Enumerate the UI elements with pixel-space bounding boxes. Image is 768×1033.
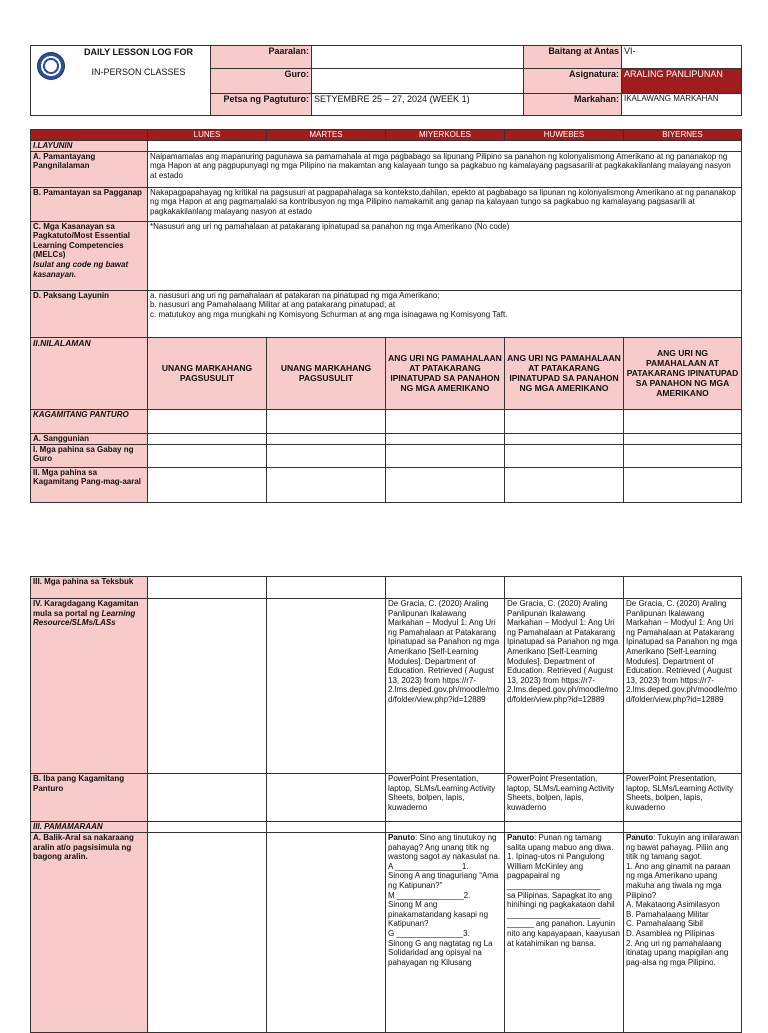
panuto-text: : Tukuyin ang inilarawan ng bawat pahayag. Piliin ang titik ng tamang sagot. [626,833,739,862]
question-blank: M _______________2. [388,890,471,900]
nilalaman-huwebes: ANG URI NG PAMAHALAAN AT PATAKARANG IPINATUPAD SA PANAHON NG MGA AMERIKANO [505,337,624,409]
cell [267,833,386,1033]
header-title-line2: IN-PERSON CLASSES [91,67,186,77]
day-header-empty [31,130,148,141]
cell [624,577,742,599]
cell [386,409,505,433]
paksang-layunin-label: D. Paksang Layunin [31,290,148,337]
cell [505,467,624,502]
balik-aral-huwebes [505,833,624,1033]
cell [505,409,624,433]
cell [148,599,267,774]
karagdagang-kagamitan-cell [31,599,148,774]
kagamitang-pang-mag-aaral-label: II. Mga pahina sa Kagamitang Pang-mag-aaral [31,467,148,502]
cell [148,409,267,433]
melc-label-cell [31,221,148,290]
lesson-log-table-page2 [30,576,742,1033]
panuto-text: : Sino ang tinutukoy ng pahayag? Ang unang titik ng wastong sagot ay nakasulat na. [388,833,501,862]
cell [386,577,505,599]
teksbuk-label: III. Mga pahina sa Teksbuk [31,577,148,599]
gabay-ng-guro-label: I. Mga pahina sa Gabay ng Guro [31,444,148,467]
karagdagang-kagamitan-label: IV. Karagdagang Kagamitan mula sa portal ng [33,599,139,618]
cell [505,577,624,599]
lesson-log-table [30,129,742,503]
sanggunian-label: A. Sanggunian [31,433,148,444]
pamantayang-pangnilalaman-label: A. Pamantayang Pangnilalaman [31,151,148,187]
question-text: 2. Ang uri ng pamahalaang itinatag upang mapigilan ang pag-alsa ng mga Pilipino. [626,938,729,967]
choice-d: D. Asamblea ng Pilipinas [626,928,715,938]
question-text: ______ ang panahon. Layunin nito ang kapayapaan, kaayusan at katahimikan ng bansa. [507,919,620,948]
baitang-label: Baitang at Antas [524,46,622,69]
pamamaraan-heading: III. PAMAMARAAN [31,822,148,833]
melc-label-italic: Isulat ang code ng bawat kasanayan. [33,259,129,279]
pamantayan-sa-pagganap-label: B. Pamantayan sa Pagganap [31,187,148,221]
asignatura-value: ARALING PANLIPUNAN [622,69,742,94]
cell [148,433,267,444]
petsa-label: Petsa ng Pagtuturo: [211,94,312,116]
cell [148,774,267,822]
paksang-layunin-b: b. nasusuri ang Pamahalaang Militar at ang patakarang pinatupad; at [150,300,396,310]
cell [624,467,742,502]
iba-pang-kagamitan-biyernes: PowerPoint Presentation, laptop, SLMs/Learning Activity Sheets, bolpen, lapis, kuwaderno [624,774,742,822]
iba-pang-kagamitan-huwebes: PowerPoint Presentation, laptop, SLMs/Learning Activity Sheets, bolpen, lapis, kuwaderno [505,774,624,822]
cell [267,599,386,774]
pamantayang-pangnilalaman-text: Naipamamalas ang mapanuring pagunawa sa pamamahala at mga pagbabago sa lipunang Pilipino sa panahon ng kolonyalismong Amerikano at ng pananakop ng mga Hapon at ang pagpupunyagi ng mga Pilipino na makamtan ang kalayaan tungo sa pagkabuo ng kamalayang pagsasarili at pagkakakilanlang malayang nasyon at estado [148,151,742,187]
question-blank: G _______________3. [388,928,470,938]
panuto-label: Panuto [388,833,416,842]
paksang-layunin-c: c. matutukoy ang mga mungkahi ng Komisyong Schurman at ang mga isinagawa ng Komisyong Taft. [150,309,508,319]
question-text: 1. Ipinag-utos ni Pangulong William McKinley ang pagpapairal ng [507,852,605,881]
nilalaman-miyerkoles: ANG URI NG PAMAHALAAN AT PATAKARANG IPINATUPAD SA PANAHON NG MGA AMERIKANO [386,337,505,409]
panuto-text: : Punan ng tamang salita upang mabuo ang diwa. [507,833,614,852]
cell [148,833,267,1033]
paksang-layunin-cell [148,290,742,337]
nilalaman-heading: II.NILALAMAN [31,337,148,409]
question-text: 1. Ano ang ginamit na paraan ng mga Amerikano upang makuha ang tiwala ng mga Pilipino? [626,861,731,900]
reference-biyernes: De Gracia, C. (2020) Araling Panlipunan Ikalawang Markahan – Modyul 1: Ang Uri ng Pamahalaan at Patakarang Ipinatupad sa Panahon ng mga Amerikano [Self-Learning Modules]. Department of Education. Retrieved ( August 13, 2023) from https://r7-2.lms.deped.gov.ph/moodle/mod/folder/view.php?id=12889 [624,599,742,774]
deped-seal-logo [37,52,65,80]
iba-pang-kagamitan-label: B. Iba pang Kagamitang Panturo [31,774,148,822]
cell [267,409,386,433]
melc-text: *Nasusuri ang uri ng pamahalaan at patakarang ipinatupad sa panahon ng mga Amerikano (No code) [148,221,742,290]
cell [624,433,742,444]
cell [624,444,742,467]
question-blank: _____________________ [507,909,601,919]
balik-aral-biyernes [624,833,742,1033]
cell [386,433,505,444]
balik-aral-label: A. Balik-Aral sa nakaraang aralin at/o pagsisimula ng bagong aralin. [31,833,148,1033]
cell [505,444,624,467]
day-header-martes: MARTES [267,130,386,141]
question-text: Sinong G ang nagtatag ng La Solidaridad ang opisyal na pahayagan ng Kilusang [388,938,493,967]
baitang-value: VI- [622,46,742,69]
day-header-miyerkoles: MIYERKOLES [386,130,505,141]
cell [505,822,624,833]
asignatura-label: Asignatura: [524,69,622,94]
paaralan-value [312,46,524,69]
reference-huwebes: De Gracia, C. (2020) Araling Panlipunan Ikalawang Markahan – Modyul 1: Ang Uri ng Pamahalaan at Patakarang Ipinatupad sa Panahon ng mga Amerikano [Self-Learning Modules]. Department of Education. Retrieved ( August 13, 2023) from https://r7-2.lms.deped.gov.ph/moodle/mod/folder/view.php?id=12889 [505,599,624,774]
panuto-label: Panuto [626,833,654,842]
cell [386,467,505,502]
melc-label: C. Mga Kasanayan sa Pagkatuto/Most Essential Learning Competencies (MELCs) [33,221,130,260]
choice-c: C. Pamahalaang Sibil [626,919,703,929]
markahan-label: Markahan: [524,94,622,116]
petsa-value: SETYEMBRE 25 – 27, 2024 (WEEK 1) [312,94,524,116]
header-title-cell [31,46,211,116]
markahan-value: IKALAWANG MARKAHAN [622,94,742,116]
cell [267,444,386,467]
question-blank: A _______________1. [388,861,469,871]
question-text: sa Pilipinas. Sapagkat ito ang hinihingi ng pagkakataon dahil [507,890,615,910]
cell [267,467,386,502]
layunin-heading: I.LAYUNIN [31,141,148,152]
cell [148,444,267,467]
choice-b: B. Pamahalaang Militar [626,909,709,919]
day-header-huwebes: HUWEBES [505,130,624,141]
day-header-lunes: LUNES [148,130,267,141]
cell [267,577,386,599]
nilalaman-lunes: UNANG MARKAHANG PAGSUSULIT [148,337,267,409]
question-text: Sinong M ang pinakamatandang kasapi ng Katipunan? [388,900,489,929]
cell [386,444,505,467]
header-title-line1: DAILY LESSON LOG FOR [83,47,193,57]
cell [386,822,505,833]
cell [267,774,386,822]
cell [267,433,386,444]
cell [148,822,267,833]
nilalaman-martes: UNANG MARKAHANG PAGSUSULIT [267,337,386,409]
paksang-layunin-a: a. nasusuri ang uri ng pamahalaan at patakaran na pinatupad ng mga Amerikano; [150,290,440,300]
cell [148,467,267,502]
cell [624,409,742,433]
question-blank: _____________________ [507,880,601,890]
kagamitang-panturo-heading: KAGAMITANG PANTURO [31,409,148,433]
question-text: Sinong A ang tinaguriang “Ama ng Katipunan?” [388,871,499,890]
choice-a: A. Makataong Asimilasyon [626,900,720,910]
guro-label: Guro: [211,69,312,94]
balik-aral-miyerkoles [386,833,505,1033]
cell [267,822,386,833]
guro-value [312,69,524,94]
iba-pang-kagamitan-miyerkoles: PowerPoint Presentation, laptop, SLMs/Learning Activity Sheets, bolpen, lapis, kuwaderno [386,774,505,822]
cell [624,822,742,833]
paaralan-label: Paaralan: [211,46,312,69]
karagdagang-kagamitan-italic: Learning Resource/SLMs/LASs [33,608,136,628]
nilalaman-biyernes: ANG URI NG PAMAHALAAN AT PATAKARANG IPINATUPAD SA PANAHON NG MGA AMERIKANO [624,337,742,409]
reference-miyerkoles: De Gracia, C. (2020) Araling Panlipunan Ikalawang Markahan – Modyul 1: Ang Uri ng Pamahalaan at Patakarang Ipinatupad sa Panahon ng mga Amerikano [Self-Learning Modules]. Department of Education. Retrieved ( August 13, 2023) from https://r7-2.lms.deped.gov.ph/moodle/mod/folder/view.php?id=12889 [386,599,505,774]
day-header-biyernes: BIYERNES [624,130,742,141]
pamantayan-sa-pagganap-text: Nakapagpapahayag ng kritikal na pagsusuri at pagpapahalaga sa konteksto,dahilan, epekto at pagbabago sa lipunan ng kolonyalismong Amerikano at ng pananakop ng mga Hapon at ang pagmamalaki sa kontribusyon ng mga Pilipino namakamit ang ganap na kalayaan tungo sa pagkabuo ng kamalayang pagsasarili at pagkakakilanlang malayang nasyon at estado [148,187,742,221]
cell [148,577,267,599]
header-table [30,45,742,116]
layunin-heading-span [148,141,742,152]
panuto-label: Panuto [507,833,535,842]
cell [505,433,624,444]
